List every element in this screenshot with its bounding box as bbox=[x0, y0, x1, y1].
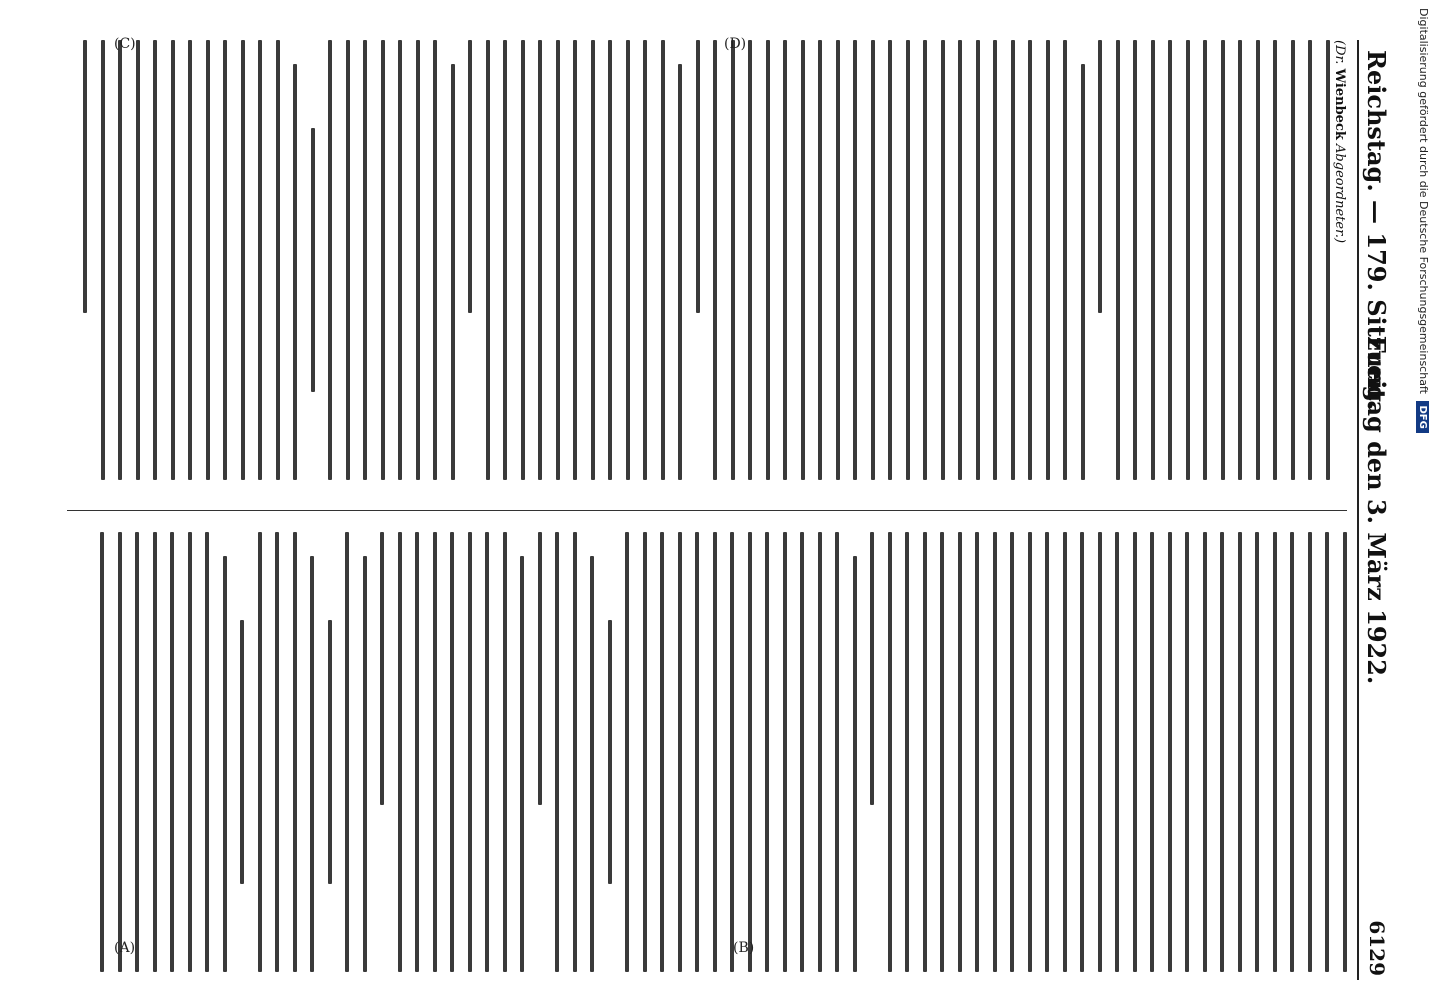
speaker-role: Abgeordneter.) bbox=[1332, 144, 1347, 244]
text-line bbox=[241, 620, 245, 884]
text-line bbox=[1029, 40, 1033, 480]
text-line bbox=[153, 532, 157, 972]
speaker-name: Wienbeck bbox=[1332, 68, 1347, 140]
text-line bbox=[329, 40, 333, 480]
text-line bbox=[906, 532, 910, 972]
text-line bbox=[364, 40, 368, 480]
column-right bbox=[62, 532, 1347, 972]
text-line bbox=[556, 40, 560, 480]
text-line bbox=[643, 532, 647, 972]
text-line bbox=[609, 40, 613, 480]
column-left bbox=[62, 40, 1347, 480]
text-line bbox=[136, 532, 140, 972]
text-line bbox=[1099, 40, 1103, 313]
text-line bbox=[801, 40, 805, 480]
text-line bbox=[766, 532, 770, 972]
text-line bbox=[696, 532, 700, 972]
text-line bbox=[731, 40, 735, 480]
dfg-credit bbox=[1416, 8, 1430, 788]
text-line bbox=[958, 532, 962, 972]
header-date: Freitag den 3. März 1922. bbox=[1362, 335, 1391, 685]
text-line bbox=[1011, 532, 1015, 972]
page-header bbox=[1357, 40, 1395, 980]
text-line bbox=[171, 532, 175, 972]
text-line bbox=[328, 620, 332, 884]
text-line bbox=[836, 40, 840, 480]
text-line bbox=[713, 532, 717, 972]
text-line bbox=[486, 532, 490, 972]
text-line bbox=[451, 64, 455, 480]
text-line bbox=[661, 532, 665, 972]
text-line bbox=[346, 532, 350, 972]
text-line bbox=[644, 40, 648, 480]
text-line bbox=[241, 40, 245, 480]
text-line bbox=[1343, 532, 1347, 972]
text-line bbox=[399, 40, 403, 480]
margin-marker-c: (C) bbox=[114, 36, 136, 52]
header-left: Reichstag. — 179. Sitzung. bbox=[1362, 50, 1391, 411]
text-line bbox=[1116, 40, 1120, 480]
text-line bbox=[854, 40, 858, 480]
text-line bbox=[608, 620, 612, 884]
text-line bbox=[1274, 40, 1278, 480]
left-text-block bbox=[84, 40, 1331, 480]
text-line bbox=[573, 532, 577, 972]
text-line bbox=[1151, 532, 1155, 972]
text-line bbox=[1186, 40, 1190, 480]
text-line bbox=[766, 40, 770, 480]
text-line bbox=[871, 40, 875, 480]
text-line bbox=[853, 556, 857, 972]
speaker-line bbox=[1332, 40, 1347, 480]
text-line bbox=[591, 556, 595, 972]
text-line bbox=[206, 40, 210, 480]
text-line bbox=[469, 40, 473, 313]
text-line bbox=[294, 64, 298, 480]
text-line bbox=[1221, 532, 1225, 972]
text-line bbox=[889, 40, 893, 480]
text-line bbox=[661, 40, 665, 480]
text-line bbox=[993, 532, 997, 972]
text-line bbox=[1204, 40, 1208, 480]
column-divider bbox=[67, 510, 1347, 511]
text-line bbox=[363, 556, 367, 972]
text-line bbox=[451, 532, 455, 972]
text-line bbox=[678, 532, 682, 972]
text-line bbox=[1326, 532, 1330, 972]
text-line bbox=[976, 532, 980, 972]
text-line bbox=[381, 40, 385, 480]
text-line bbox=[154, 40, 158, 480]
text-line bbox=[941, 40, 945, 480]
dfg-logo: DFG bbox=[1416, 401, 1429, 432]
text-line bbox=[504, 40, 508, 480]
text-line bbox=[1326, 40, 1330, 480]
text-line bbox=[784, 40, 788, 480]
text-line bbox=[1028, 532, 1032, 972]
text-line bbox=[1134, 40, 1138, 480]
text-line bbox=[224, 40, 228, 480]
text-line bbox=[906, 40, 910, 480]
text-line bbox=[503, 532, 507, 972]
text-line bbox=[433, 532, 437, 972]
text-line bbox=[346, 40, 350, 480]
text-line bbox=[696, 40, 700, 313]
text-line bbox=[416, 532, 420, 972]
text-line bbox=[84, 40, 88, 313]
speaker-prefix: (Dr. bbox=[1332, 40, 1347, 65]
text-line bbox=[1291, 40, 1295, 480]
text-line bbox=[189, 40, 193, 480]
text-line bbox=[1186, 532, 1190, 972]
text-line bbox=[1273, 532, 1277, 972]
text-line bbox=[1256, 532, 1260, 972]
text-line bbox=[171, 40, 175, 480]
text-line bbox=[994, 40, 998, 480]
text-line bbox=[871, 532, 875, 805]
text-line bbox=[1308, 532, 1312, 972]
text-line bbox=[1256, 40, 1260, 480]
text-line bbox=[976, 40, 980, 480]
text-line bbox=[119, 40, 123, 480]
margin-marker-b: (B) bbox=[733, 940, 755, 956]
text-line bbox=[1063, 532, 1067, 972]
text-line bbox=[416, 40, 420, 480]
text-line bbox=[276, 40, 280, 480]
text-line bbox=[1098, 532, 1102, 972]
text-line bbox=[1064, 40, 1068, 480]
text-line bbox=[188, 532, 192, 972]
text-line bbox=[1081, 64, 1085, 480]
text-line bbox=[206, 532, 210, 972]
right-text-block bbox=[101, 532, 1348, 972]
text-line bbox=[1309, 40, 1313, 480]
text-line bbox=[556, 532, 560, 972]
text-line bbox=[101, 532, 105, 972]
text-line bbox=[1081, 532, 1085, 972]
text-line bbox=[223, 556, 227, 972]
text-line bbox=[1291, 532, 1295, 972]
text-line bbox=[941, 532, 945, 972]
text-line bbox=[749, 40, 753, 480]
text-line bbox=[819, 40, 823, 480]
text-line bbox=[1116, 532, 1120, 972]
text-line bbox=[398, 532, 402, 972]
text-line bbox=[1168, 532, 1172, 972]
text-line bbox=[1203, 532, 1207, 972]
margin-marker-a: (A) bbox=[114, 940, 136, 956]
text-line bbox=[118, 532, 122, 972]
text-line bbox=[836, 532, 840, 972]
text-line bbox=[818, 532, 822, 972]
text-line bbox=[1011, 40, 1015, 480]
rotated-page bbox=[55, 40, 1395, 980]
dfg-credit-text: Digitalisierung gefördert durch die Deutsche Forschungsgemeinschaft bbox=[1417, 8, 1430, 394]
text-line bbox=[731, 532, 735, 972]
text-line bbox=[1046, 40, 1050, 480]
text-line bbox=[468, 532, 472, 972]
text-line bbox=[1169, 40, 1173, 480]
text-line bbox=[521, 556, 525, 972]
text-line bbox=[101, 40, 105, 480]
text-line bbox=[748, 532, 752, 972]
text-line bbox=[1238, 532, 1242, 972]
text-line bbox=[136, 40, 140, 480]
text-line bbox=[259, 40, 263, 480]
text-line bbox=[888, 532, 892, 972]
text-line bbox=[626, 532, 630, 972]
text-line bbox=[1133, 532, 1137, 972]
text-line bbox=[258, 532, 262, 972]
text-line bbox=[801, 532, 805, 972]
text-line bbox=[293, 532, 297, 972]
text-line bbox=[714, 40, 718, 480]
text-line bbox=[959, 40, 963, 480]
text-line bbox=[538, 532, 542, 805]
text-line bbox=[381, 532, 385, 805]
text-line bbox=[539, 40, 543, 480]
text-line bbox=[1151, 40, 1155, 480]
text-line bbox=[626, 40, 630, 480]
text-line bbox=[574, 40, 578, 480]
text-line bbox=[311, 556, 315, 972]
text-line bbox=[783, 532, 787, 972]
margin-marker-d: (D) bbox=[724, 36, 747, 52]
text-line bbox=[591, 40, 595, 480]
text-line bbox=[923, 532, 927, 972]
text-line bbox=[311, 128, 315, 392]
text-line bbox=[1046, 532, 1050, 972]
text-line bbox=[1221, 40, 1225, 480]
text-line bbox=[924, 40, 928, 480]
text-line bbox=[679, 64, 683, 480]
text-line bbox=[1239, 40, 1243, 480]
text-line bbox=[521, 40, 525, 480]
text-line bbox=[434, 40, 438, 480]
text-line bbox=[486, 40, 490, 480]
page-number: 6129 bbox=[1365, 920, 1389, 976]
text-line bbox=[276, 532, 280, 972]
